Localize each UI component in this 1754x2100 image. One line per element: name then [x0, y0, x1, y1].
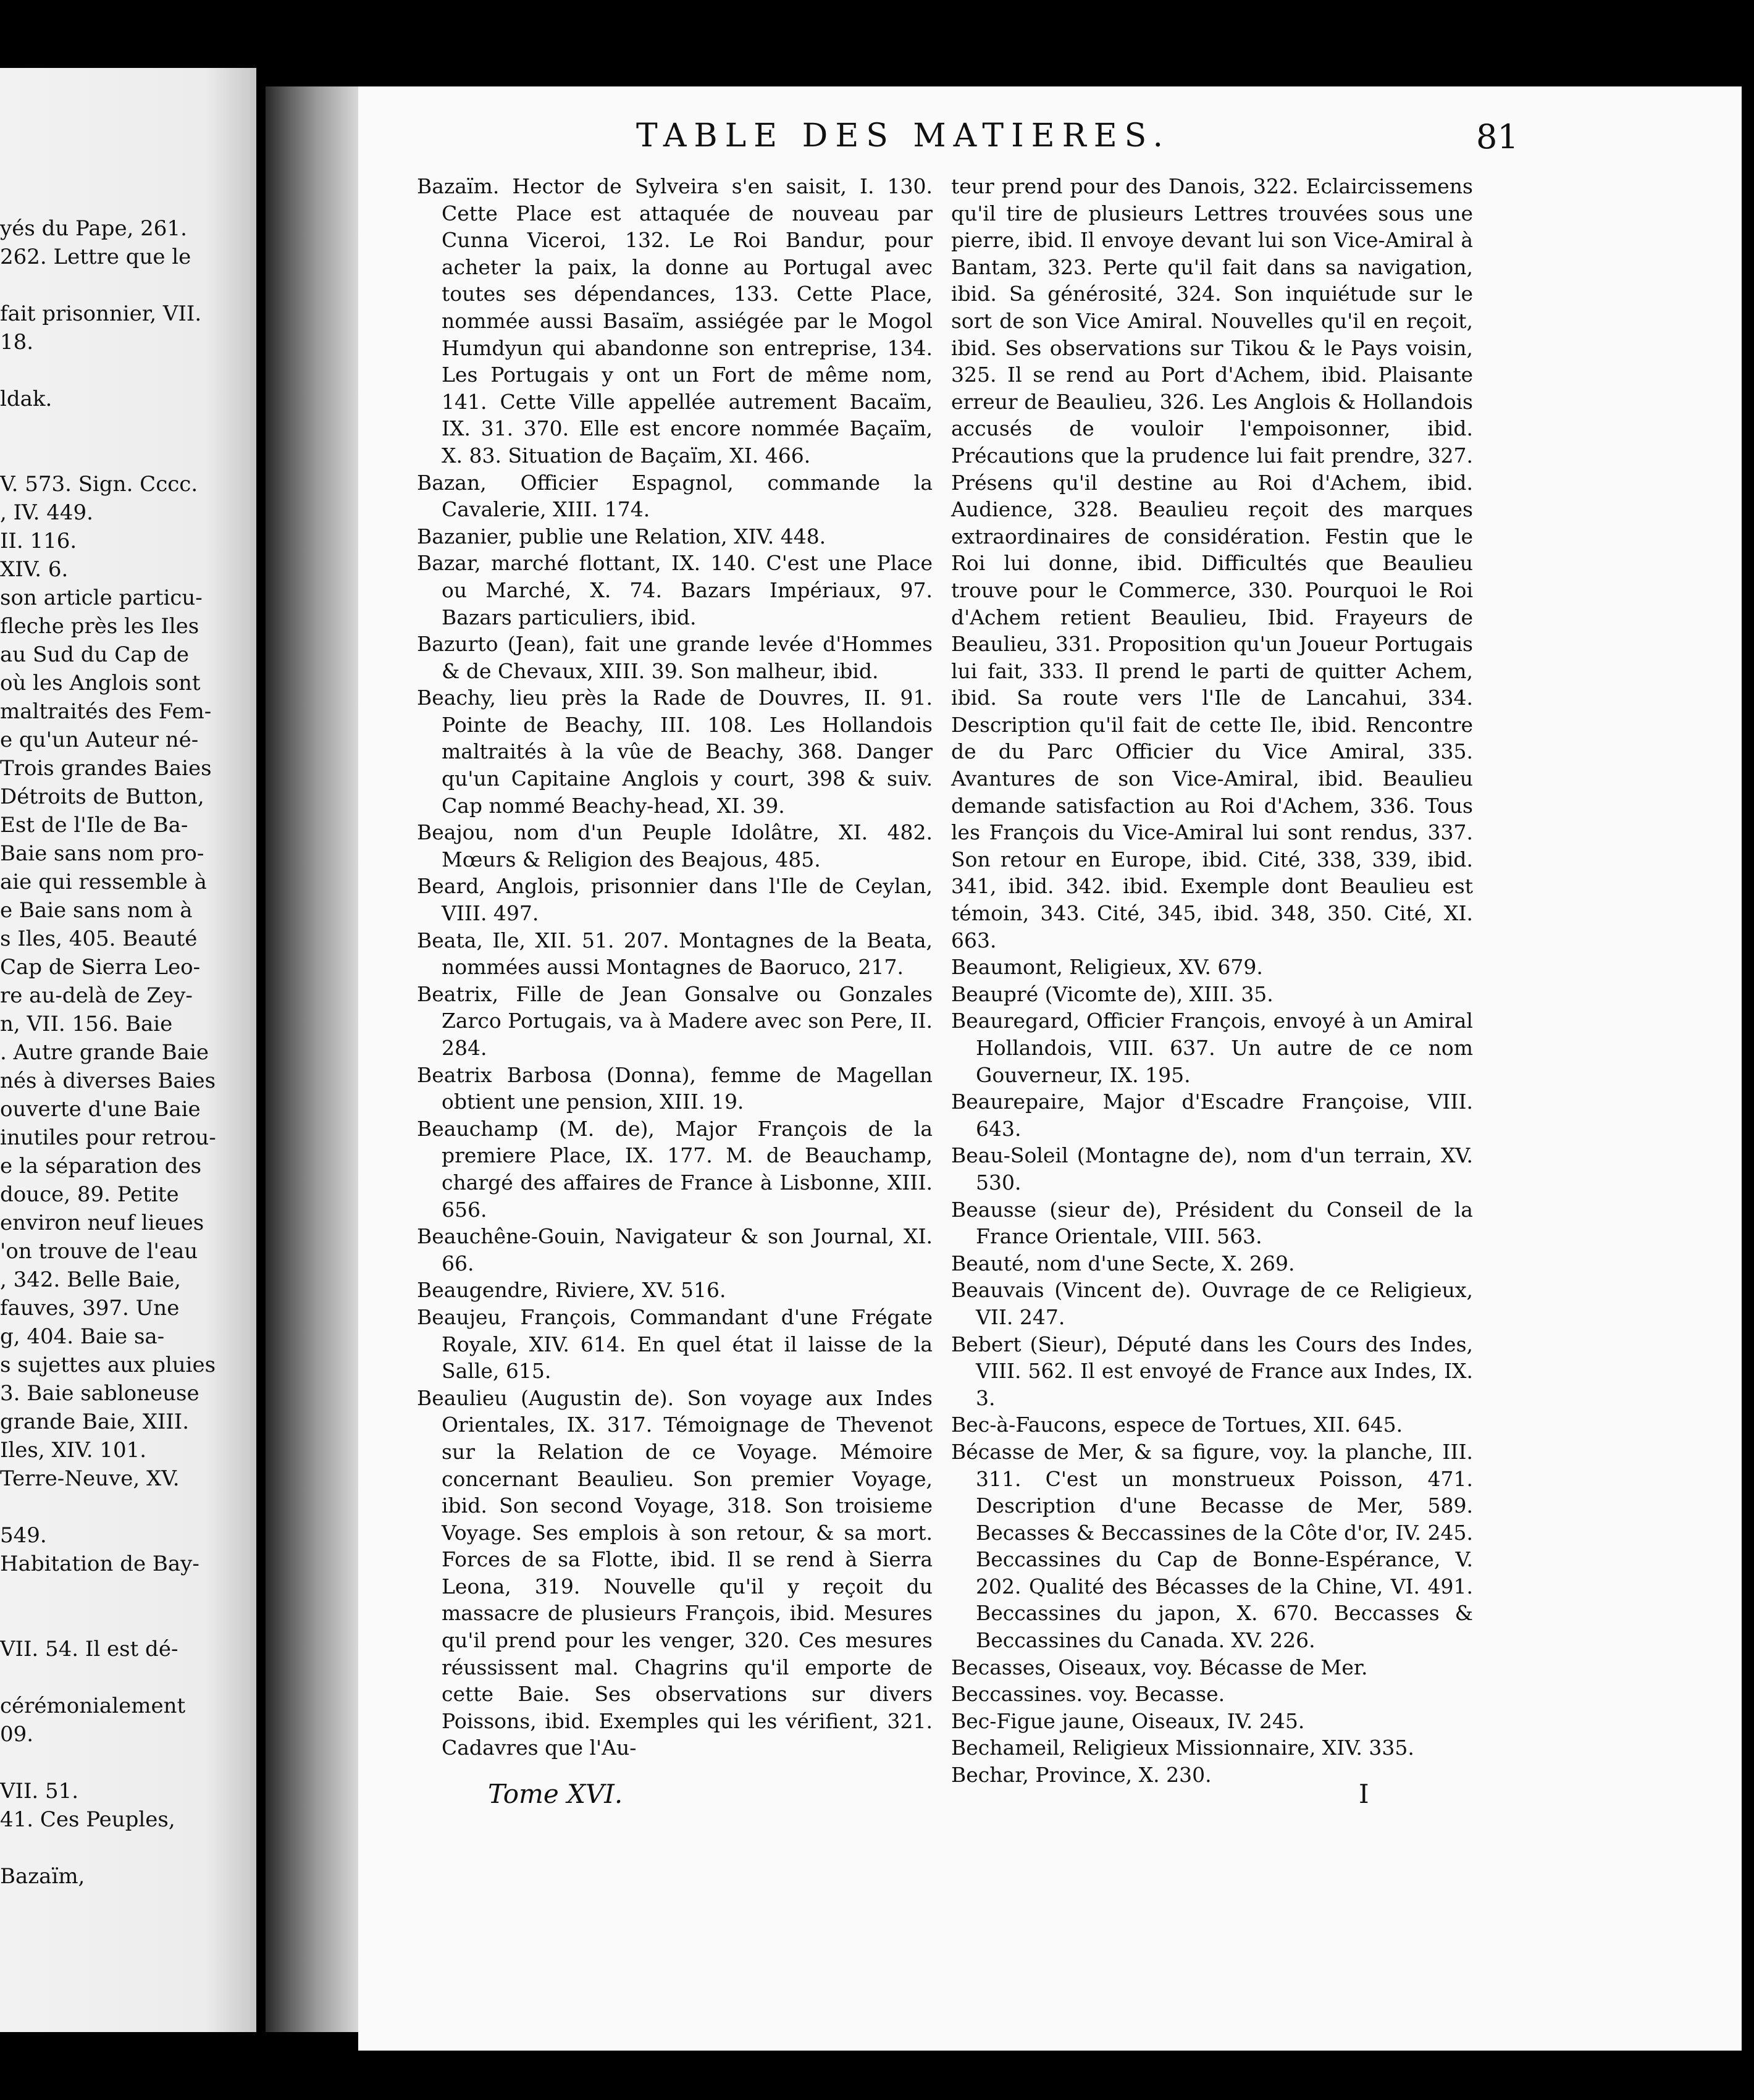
index-entry: Becasses, Oiseaux, voy. Bécasse de Mer. [951, 1655, 1368, 1679]
left-page-line: grande Baie, XIII. [0, 1409, 190, 1434]
index-entry: Beard, Anglois, prisonnier dans l'Ile de Ceylan, VIII. 497. [417, 874, 933, 926]
left-page-line: XIV. 6. [0, 557, 69, 582]
left-page-line: yés du Pape, 261. [0, 216, 187, 241]
left-page-line: e la séparation des [0, 1154, 202, 1178]
book-spine [266, 86, 358, 2032]
index-entry: Beccassines. voy. Becasse. [951, 1682, 1225, 1707]
index-entry: Beaumont, Religieux, XV. 679. [951, 955, 1263, 980]
index-entry: Beaujeu, François, Commandant d'une Frégate Royale, XIV. 614. En quel état il laisse de la Salle, 615. [417, 1304, 933, 1384]
left-page-line: fait prisonnier, VII. [0, 301, 202, 326]
left-page-line: au Sud du Cap de [0, 642, 189, 667]
left-page-line: Baie sans nom pro- [0, 841, 204, 866]
left-page-line: maltraités des Fem- [0, 699, 212, 724]
index-entry: Beauchamp (M. de), Major François de la premiere Place, IX. 177. M. de Beauchamp, chargé des affaires de France à Lisbonne, XIII. 656. [417, 1116, 933, 1222]
left-page-line: 262. Lettre que le [0, 245, 191, 269]
left-page-line: , IV. 449. [0, 500, 93, 525]
index-entry: Beauchêne-Gouin, Navigateur & son Journal, XI. 66. [417, 1224, 933, 1275]
index-entry: Beatrix Barbosa (Donna), femme de Magellan obtient une pension, XIII. 19. [417, 1062, 933, 1114]
index-entry: Beachy, lieu près la Rade de Douvres, II. 91. Pointe de Beachy, III. 108. Les Hollandois maltraités à la vûe de Beachy, 368. Danger qu'un Capitaine Anglois y court, 398 & suiv. Cap nommé Beachy-head, XI. 39. [417, 686, 933, 818]
index-entry: Beauregard, Officier François, envoyé à un Amiral Hollandois, VIII. 637. Un autre de ce nom Gouverneur, IX. 195. [951, 1009, 1473, 1087]
index-entry: Bazurto (Jean), fait une grande levée d'Hommes & de Chevaux, XIII. 39. Son malheur, ibid. [417, 632, 933, 683]
left-page-line: ouverte d'une Baie [0, 1097, 201, 1122]
left-page-line: Bazaïm, [0, 1864, 85, 1889]
page-number: 81 [1476, 117, 1519, 156]
signature-mark: I [1359, 1779, 1369, 1809]
index-entry: Bazar, marché flottant, IX. 140. C'est une Place ou Marché, X. 74. Bazars Impériaux, 97. Bazars particuliers, ibid. [417, 551, 933, 629]
left-page-line: II. 116. [0, 529, 77, 553]
index-entry: Bec-Figue jaune, Oiseaux, IV. 245. [951, 1708, 1305, 1733]
index-entry: Beau-Soleil (Montagne de), nom d'un terrain, XV. 530. [951, 1143, 1473, 1195]
left-page-line: où les Anglois sont [0, 671, 201, 695]
index-entry: Beausse (sieur de), Président du Conseil de la France Orientale, VIII. 563. [951, 1197, 1473, 1249]
left-page-line: , 342. Belle Baie, [0, 1267, 181, 1292]
index-entry: Bazaïm. Hector de Sylveira s'en saisit, I. 130. Cette Place est attaquée de nouveau par Cunna Viceroi, 132. Le Roi Bandur, pour acheter la paix, la donne au Portugal avec toutes ses dépendances, 133. Cette Place, nommée aussi Basaïm, assiégée par le Mogol Humdyun qui abandonne son entreprise, 134. Les Portugais y ont un Fort de même nom, 141. Cette Ville appellée autrement Bacaïm, IX. 31. 370. Elle est encore nommée Baçaïm, X. 83. Situation de Baçaïm, XI. 466. [417, 174, 933, 468]
index-entry: Beata, Ile, XII. 51. 207. Montagnes de la Beata, nommées aussi Montagnes de Baoruco, 217. [417, 928, 933, 980]
left-page-line: re au-delà de Zey- [0, 983, 193, 1008]
left-page-line: 'on trouve de l'eau [0, 1239, 198, 1264]
left-page-line: cérémonialement [0, 1694, 186, 1718]
index-entry: Bécasse de Mer, & sa figure, voy. la planche, III. 311. C'est un monstrueux Poisson, 471. Description d'une Becasse de Mer, 589. Becasses & Beccassines de la Côte d'or, IV. 245. Beccassines du Cap de Bonne-Espérance, V. 202. Qualité des Bécasses de la Chine, VI. 491. Beccassines du japon, X. 670. Beccasses & Beccassines du Canada. XV. 226. [951, 1439, 1473, 1653]
left-page-line: VII. 54. Il est dé- [0, 1637, 178, 1661]
left-page-fragment [0, 68, 256, 2032]
index-entry: Beaurepaire, Major d'Escadre Françoise, VIII. 643. [951, 1090, 1473, 1141]
index-column-left [417, 173, 933, 1762]
index-entry: Bec-à-Faucons, espece de Tortues, XII. 645. [951, 1413, 1403, 1437]
left-page-line: 3. Baie sabloneuse [0, 1381, 199, 1406]
index-entry: Beauté, nom d'une Secte, X. 269. [951, 1251, 1295, 1275]
index-entry: Beaupré (Vicomte de), XIII. 35. [951, 981, 1274, 1006]
index-entry: Beajou, nom d'un Peuple Idolâtre, XI. 482. Mœurs & Religion des Beajous, 485. [417, 820, 933, 872]
left-page-line: 41. Ces Peuples, [0, 1807, 175, 1832]
index-entry: Bazanier, publie une Relation, XIV. 448. [417, 524, 826, 548]
left-page-line: s Iles, 405. Beauté [0, 926, 198, 951]
left-page-line: Est de l'Ile de Ba- [0, 813, 188, 838]
index-entry: Bechameil, Religieux Missionnaire, XIV. 335. [951, 1736, 1414, 1760]
left-page-line: 09. [0, 1722, 34, 1747]
left-page-line: e qu'un Auteur né- [0, 728, 199, 752]
left-page-line: e Baie sans nom à [0, 898, 193, 923]
running-header: TABLE DES MATIERES. [636, 117, 1170, 154]
index-column-right [951, 173, 1473, 1789]
index-entry: Beatrix, Fille de Jean Gonsalve ou Gonzales Zarco Portugais, va à Madere avec son Pere, II. 284. [417, 981, 933, 1060]
left-page-line: environ neuf lieues [0, 1211, 204, 1235]
left-page-line: V. 573. Sign. Cccc. [0, 472, 198, 497]
left-page-line: nés à diverses Baies [0, 1069, 216, 1093]
index-entry: Beaulieu (Augustin de). Son voyage aux Indes Orientales, IX. 317. Témoignage de Thevenot sur la Relation de ce Voyage. Mémoire concernant Beaulieu. Son premier Voyage, ibid. Son second Voyage, 318. Son troisieme Voyage. Ses emplois à son retour, & sa mort. Forces de sa Flotte, ibid. Il se rend à Sierra Leona, 319. Nouvelle qu'il y reçoit du massacre de plusieurs François, ibid. Mesures qu'il prend pour les venger, 320. Ces mesures réussissent mal. Chagrins qu'il emporte de cette Baie. Ses observations sur divers Poissons, ibid. Exemples qui les vérifient, 321. Cadavres que l'Au- [417, 1385, 933, 1760]
left-page-line: fleche près les Iles [0, 614, 199, 639]
left-page-line: . Autre grande Baie [0, 1040, 209, 1065]
index-entry: Beauvais (Vincent de). Ouvrage de ce Religieux, VII. 247. [951, 1278, 1473, 1329]
left-page-line: g, 404. Baie sa- [0, 1324, 165, 1349]
left-page-line: Détroits de Button, [0, 784, 204, 809]
left-page-line: Iles, XIV. 101. [0, 1438, 147, 1463]
left-page-line: n, VII. 156. Baie [0, 1012, 173, 1036]
left-page-line: inutiles pour retrou- [0, 1125, 216, 1150]
left-page-line: Cap de Sierra Leo- [0, 955, 201, 980]
left-page-line: son article particu- [0, 586, 203, 610]
index-entry: Bebert (Sieur), Député dans les Cours des Indes, VIII. 562. Il est envoyé de France aux Indes, IX. 3. [951, 1332, 1473, 1410]
left-page-line: Terre-Neuve, XV. [0, 1466, 180, 1491]
left-page-line: 18. [0, 330, 34, 355]
left-page-line: 549. [0, 1523, 47, 1548]
volume-label: Tome XVI. [488, 1779, 623, 1809]
left-page-line: douce, 89. Petite [0, 1182, 179, 1207]
left-page-line: fauves, 397. Une [0, 1296, 180, 1321]
left-page-line: Trois grandes Baies [0, 756, 212, 781]
index-entry: Bechar, Province, X. 230. [951, 1763, 1212, 1787]
index-entry: teur prend pour des Danois, 322. Eclaircissemens qu'il tire de plusieurs Lettres trouvées sous une pierre, ibid. Il envoye devant lui son Vice-Amiral à Bantam, 323. Perte qu'il fait dans sa navigation, ibid. Sa générosité, 324. Son inquiétude sur le sort de son Vice Amiral. Nouvelles qu'il en reçoit, ibid. Ses observations sur Tikou & le Pays voisin, 325. Il se rend au Port d'Achem, ibid. Plaisante erreur de Beaulieu, 326. Les Anglois & Hollandois accusés de vouloir l'empoisonner, ibid. Précautions que la prudence lui fait prendre, 327. Présens qu'il destine au Roi d'Achem, ibid. Audience, 328. Beaulieu reçoit des marques extraordinaires de considération. Festin que le Roi lui donne, ibid. Difficultés que Beaulieu trouve pour le Commerce, 330. Pourquoi le Roi d'Achem retient Beaulieu, Ibid. Frayeurs de Beaulieu, 331. Proposition qu'un Joueur Portugais lui fait, 333. Il prend le parti de quitter Achem, ibid. Sa route vers l'Ile de Lancahui, 334. Description qu'il fait de cette Ile, ibid. Rencontre de du Parc Officier du Vice Amiral, 335. Avantures de son Vice-Amiral, ibid. Beaulieu demande satisfaction au Roi d'Achem, 336. Tous les François du Vice-Amiral lui sont rendus, 337. Son retour en Europe, ibid. Cité, 338, 339, ibid. 341, ibid. 342. ibid. Exemple dont Beaulieu est témoin, 343. Cité, 345, ibid. 348, 350. Cité, XI. 663. [951, 174, 1473, 952]
left-page-line: VII. 51. [0, 1779, 79, 1804]
left-page-line: Habitation de Bay- [0, 1552, 199, 1576]
left-page-line: s sujettes aux pluies [0, 1353, 216, 1377]
left-page-line: ldak. [0, 387, 52, 411]
index-entry: Bazan, Officier Espagnol, commande la Cavalerie, XIII. 174. [417, 470, 933, 522]
index-entry: Beaugendre, Riviere, XV. 516. [417, 1278, 726, 1303]
left-page-line: aie qui ressemble à [0, 870, 207, 894]
